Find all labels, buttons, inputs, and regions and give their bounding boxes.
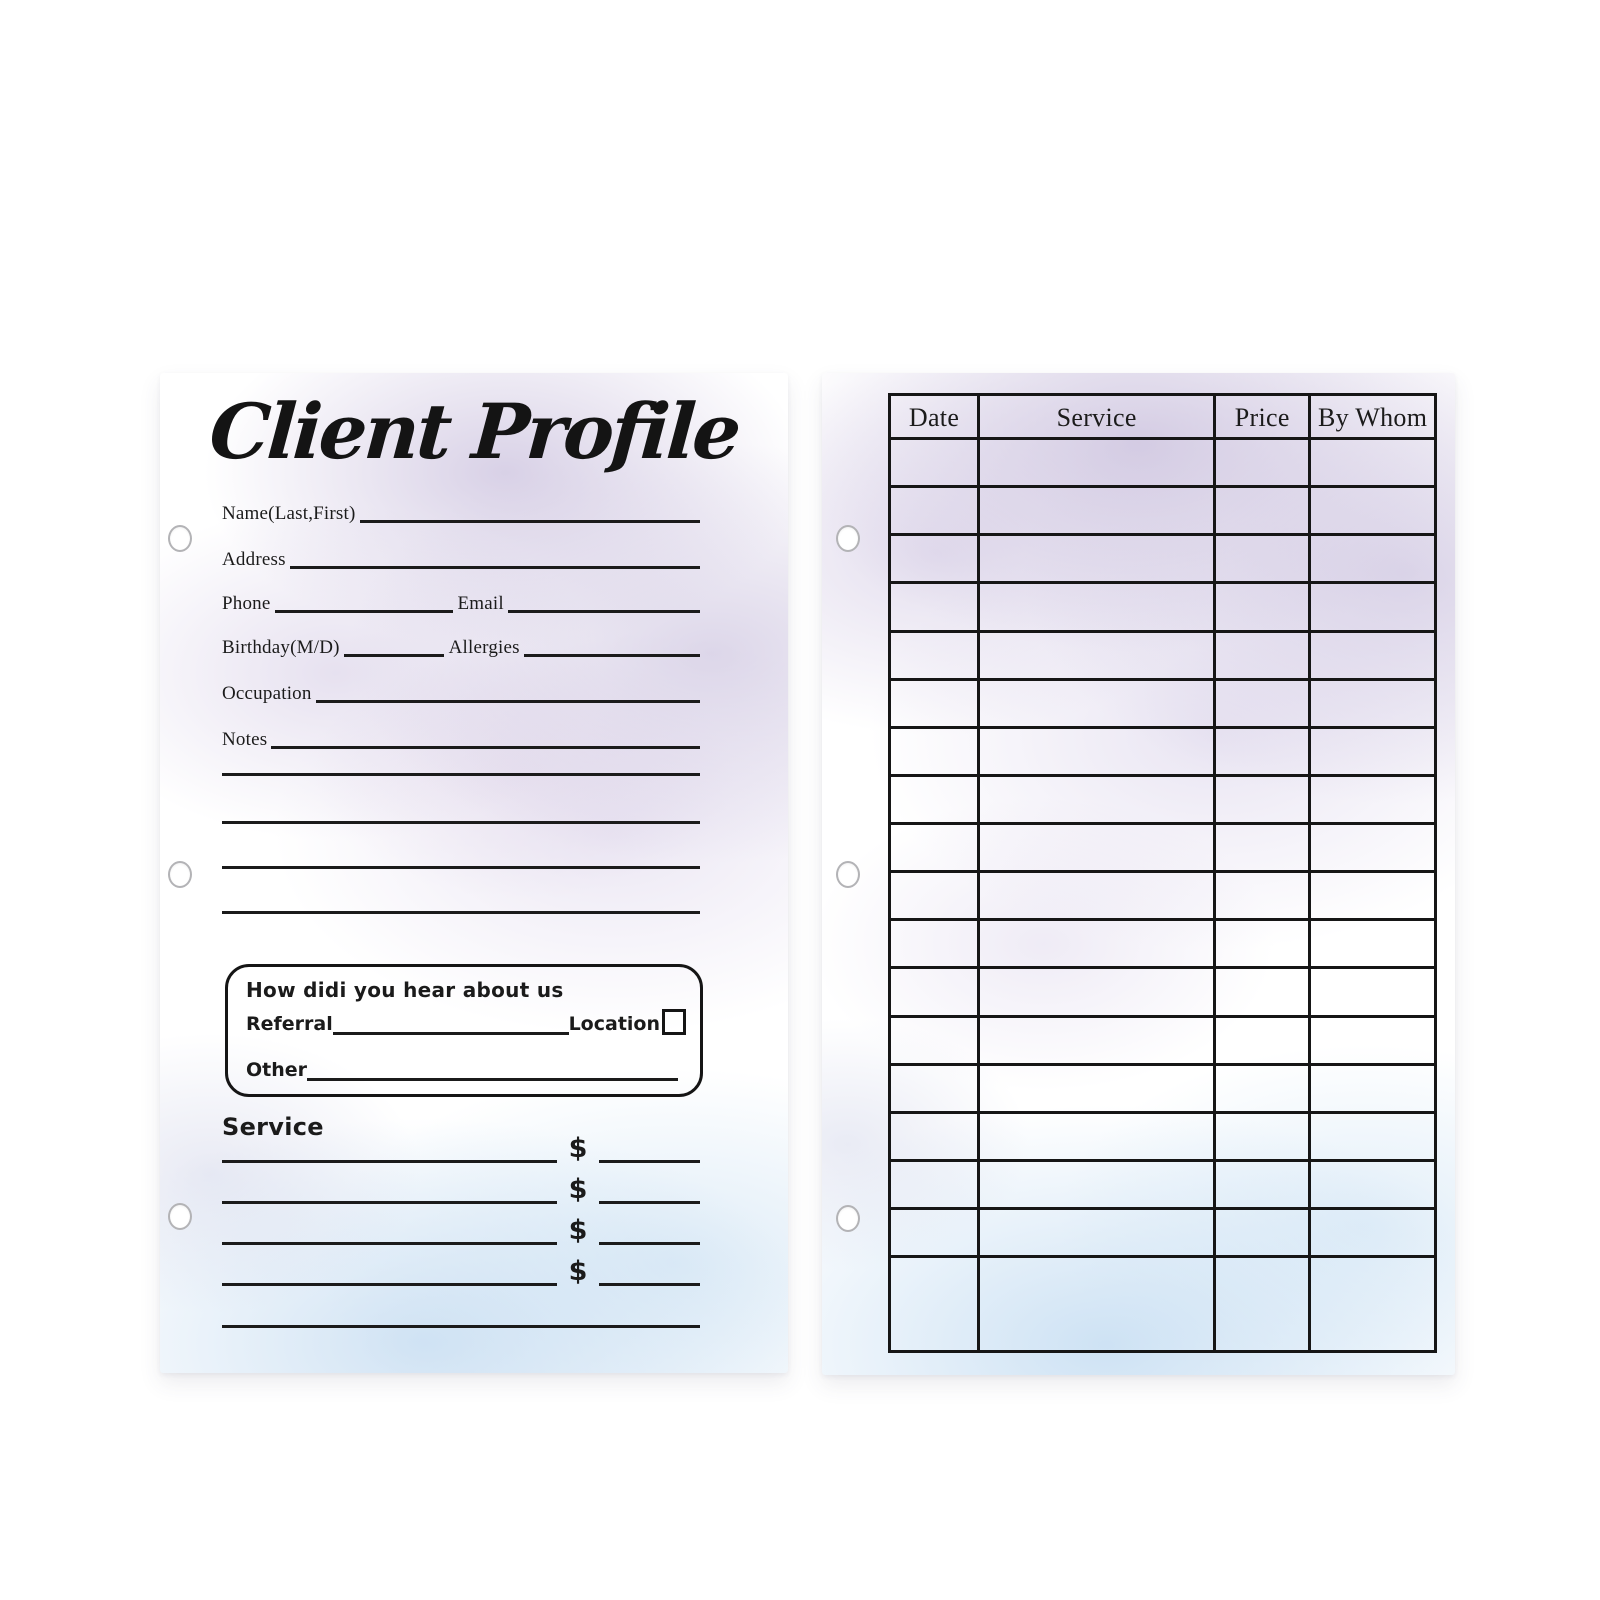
table-cell xyxy=(891,584,980,629)
table-row xyxy=(891,1258,1434,1350)
service-blank-line xyxy=(222,1325,700,1328)
table-cell xyxy=(1216,488,1311,533)
table-cell xyxy=(1216,969,1311,1014)
table-cell xyxy=(891,1162,980,1207)
table-cell xyxy=(1216,681,1311,726)
table-cell xyxy=(1216,1018,1311,1063)
table-cell xyxy=(1311,488,1434,533)
table-cell xyxy=(980,584,1216,629)
table-header-price: Price xyxy=(1216,396,1311,437)
table-cell xyxy=(1216,536,1311,581)
binder-hole xyxy=(168,861,192,888)
table-cell xyxy=(1216,921,1311,966)
location-label: Location xyxy=(568,1013,660,1036)
table-cell xyxy=(1311,873,1434,918)
occupation-underline xyxy=(316,675,700,703)
table-cell xyxy=(980,777,1216,822)
binder-hole xyxy=(836,525,860,552)
birthday-allergies-field-row xyxy=(222,629,700,657)
table-cell xyxy=(980,440,1216,485)
binder-hole xyxy=(168,1203,192,1230)
table-row xyxy=(891,1210,1434,1258)
table-cell xyxy=(1311,1258,1434,1350)
service-name-underline xyxy=(222,1252,557,1286)
table-cell xyxy=(1311,729,1434,774)
table-cell xyxy=(1311,584,1434,629)
table-cell xyxy=(1216,873,1311,918)
other-label: Other xyxy=(246,1059,308,1082)
notes-blank-line xyxy=(222,866,700,869)
table-cell xyxy=(891,633,980,678)
table-cell xyxy=(1216,440,1311,485)
dollar-sign: $ xyxy=(568,1174,588,1205)
table-cell xyxy=(1216,1210,1311,1255)
table-cell xyxy=(1216,1258,1311,1350)
notes-underline xyxy=(271,721,700,749)
page-title: Client Profile xyxy=(206,387,742,476)
table-cell xyxy=(1311,681,1434,726)
table-cell xyxy=(891,777,980,822)
table-cell xyxy=(891,440,980,485)
table-cell xyxy=(980,1066,1216,1111)
table-cell xyxy=(1216,729,1311,774)
service-name-underline xyxy=(222,1211,557,1245)
table-cell xyxy=(980,681,1216,726)
price-underline xyxy=(599,1252,700,1286)
table-cell xyxy=(980,1258,1216,1350)
table-cell xyxy=(891,969,980,1014)
table-cell xyxy=(1216,1066,1311,1111)
notes-field-row xyxy=(222,721,700,749)
service-log-table xyxy=(888,393,1437,1353)
address-field-row xyxy=(222,541,700,569)
referral-label: Referral xyxy=(246,1013,333,1036)
binder-hole xyxy=(836,861,860,888)
table-cell xyxy=(1216,633,1311,678)
name-label: Name(Last,First) xyxy=(222,503,356,524)
referral-underline xyxy=(333,1007,569,1035)
occupation-field-row xyxy=(222,675,700,703)
table-header-by-whom: By Whom xyxy=(1317,402,1428,432)
table-cell xyxy=(891,873,980,918)
price-underline xyxy=(599,1129,700,1163)
price-underline xyxy=(599,1211,700,1245)
table-cell xyxy=(891,1018,980,1063)
dollar-sign: $ xyxy=(568,1256,588,1287)
table-cell xyxy=(980,488,1216,533)
service-log-page xyxy=(822,373,1455,1375)
dollar-sign: $ xyxy=(568,1133,588,1164)
table-row xyxy=(891,1066,1434,1114)
table-cell xyxy=(891,729,980,774)
table-cell xyxy=(980,633,1216,678)
table-cell xyxy=(1311,825,1434,870)
hear-about-us-heading: How didi you hear about us xyxy=(246,978,564,1002)
table-cell xyxy=(980,825,1216,870)
address-label: Address xyxy=(222,549,286,570)
table-cell xyxy=(1216,1114,1311,1159)
notes-label: Notes xyxy=(222,729,268,750)
table-cell xyxy=(1311,536,1434,581)
table-row xyxy=(891,536,1434,584)
table-cell xyxy=(1311,969,1434,1014)
table-cell xyxy=(980,1114,1216,1159)
table-cell xyxy=(980,969,1216,1014)
service-price-row xyxy=(222,1211,700,1245)
phone-underline xyxy=(275,585,453,613)
notes-blank-line xyxy=(222,911,700,914)
table-cell xyxy=(980,729,1216,774)
dollar-sign: $ xyxy=(568,1215,588,1246)
phone-label: Phone xyxy=(222,593,271,614)
name-field-row xyxy=(222,495,700,523)
binder-hole xyxy=(168,525,192,552)
table-cell xyxy=(891,488,980,533)
table-row xyxy=(891,729,1434,777)
table-header-service: Service xyxy=(980,396,1216,437)
table-row xyxy=(891,825,1434,873)
table-cell xyxy=(980,873,1216,918)
phone-email-field-row xyxy=(222,585,700,613)
table-cell xyxy=(1216,825,1311,870)
table-row xyxy=(891,584,1434,632)
service-price-row xyxy=(222,1170,700,1204)
table-cell xyxy=(980,536,1216,581)
other-underline xyxy=(307,1055,678,1081)
table-cell xyxy=(980,1162,1216,1207)
table-row xyxy=(891,440,1434,488)
email-underline xyxy=(508,585,700,613)
table-row xyxy=(891,488,1434,536)
table-cell xyxy=(891,1258,980,1350)
table-header-date: Date xyxy=(891,396,980,437)
service-price-row xyxy=(222,1252,700,1286)
table-cell xyxy=(1311,777,1434,822)
birthday-label: Birthday(M/D) xyxy=(222,637,340,658)
other-row xyxy=(246,1055,678,1081)
table-cell xyxy=(1216,777,1311,822)
table-row xyxy=(891,1114,1434,1162)
table-cell xyxy=(891,681,980,726)
name-underline xyxy=(360,495,700,523)
table-cell xyxy=(1311,1162,1434,1207)
service-name-underline xyxy=(222,1129,557,1163)
table-cell xyxy=(891,1066,980,1111)
table-cell xyxy=(1311,1114,1434,1159)
client-profile-page xyxy=(160,373,788,1373)
table-cell xyxy=(891,1114,980,1159)
table-cell xyxy=(891,825,980,870)
table-row xyxy=(891,969,1434,1017)
table-row xyxy=(891,1162,1434,1210)
table-cell xyxy=(1311,1210,1434,1255)
referral-location-row xyxy=(246,1007,686,1035)
email-label: Email xyxy=(457,593,504,614)
service-name-underline xyxy=(222,1170,557,1204)
allergies-underline xyxy=(524,629,700,657)
table-cell xyxy=(891,921,980,966)
notes-blank-line xyxy=(222,821,700,824)
table-cell xyxy=(980,921,1216,966)
address-underline xyxy=(290,541,700,569)
table-row xyxy=(891,633,1434,681)
table-cell xyxy=(891,536,980,581)
allergies-label: Allergies xyxy=(448,637,520,658)
table-cell xyxy=(1311,921,1434,966)
hear-about-us-box xyxy=(225,964,703,1097)
table-cell xyxy=(1311,1018,1434,1063)
occupation-label: Occupation xyxy=(222,683,312,704)
notes-blank-line xyxy=(222,773,700,776)
service-price-row xyxy=(222,1129,700,1163)
price-underline xyxy=(599,1170,700,1204)
location-checkbox xyxy=(662,1009,686,1035)
table-cell xyxy=(891,1210,980,1255)
table-row xyxy=(891,681,1434,729)
birthday-underline xyxy=(344,629,444,657)
service-section-heading: Service xyxy=(222,1113,324,1141)
table-cell xyxy=(1216,1162,1311,1207)
table-row xyxy=(891,873,1434,921)
table-cell xyxy=(1311,1066,1434,1111)
table-row xyxy=(891,921,1434,969)
table-header-row xyxy=(891,396,1434,440)
table-row xyxy=(891,1018,1434,1066)
table-cell xyxy=(980,1018,1216,1063)
binder-hole xyxy=(836,1205,860,1232)
table-cell xyxy=(1311,440,1434,485)
table-cell xyxy=(980,1210,1216,1255)
table-row xyxy=(891,777,1434,825)
table-cell xyxy=(1311,633,1434,678)
table-cell xyxy=(1216,584,1311,629)
